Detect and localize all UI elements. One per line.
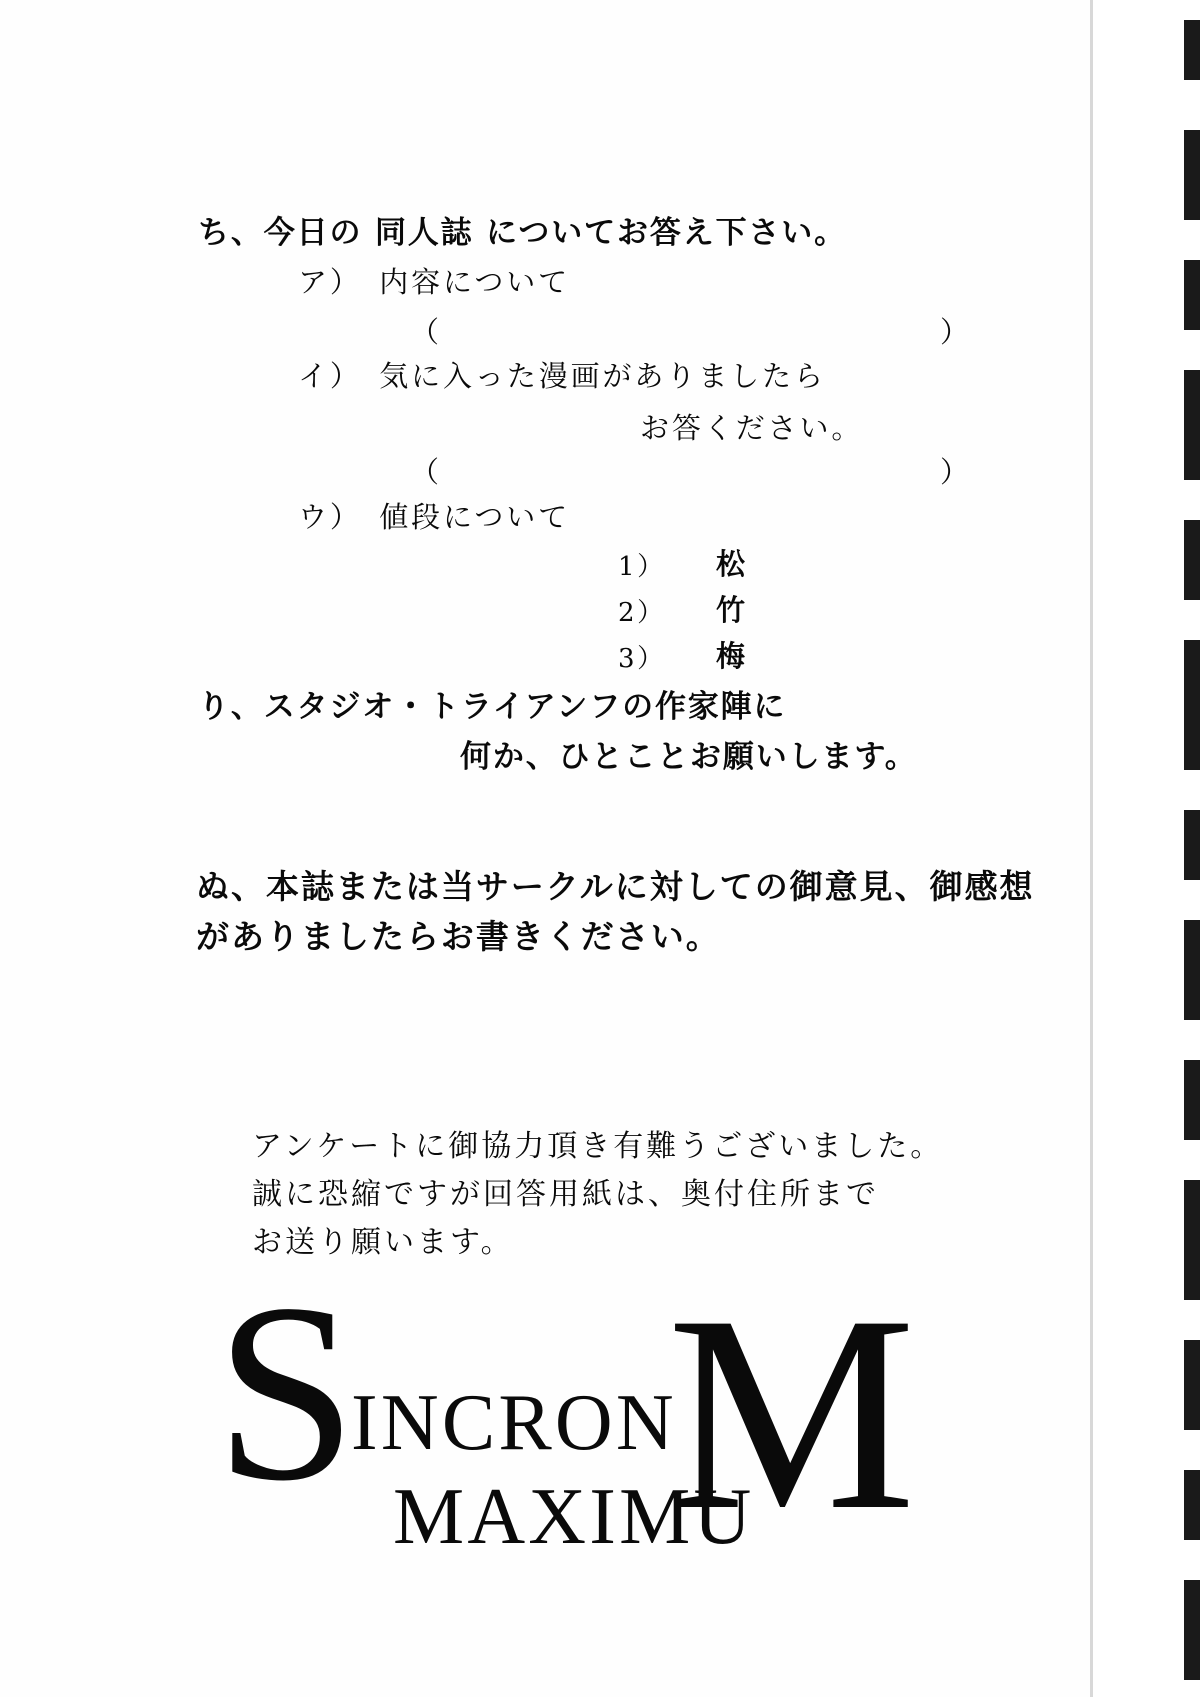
closing-line-2: 誠に恐縮ですが回答用紙は、奥付住所まで — [252, 1177, 879, 1212]
option-u-text: 値段について — [379, 500, 571, 534]
price-choice-3-number[interactable]: 3） — [618, 644, 666, 674]
closing-line-1: アンケートに御協力頂き有難うございました。 — [252, 1129, 944, 1164]
logo-letter-m: M — [667, 1257, 916, 1568]
scan-tick — [1184, 260, 1200, 330]
option-a-spacer — [347, 265, 379, 299]
option-a-label: ア） — [298, 265, 348, 299]
scan-tick — [1184, 810, 1200, 880]
question-chi-option-a — [298, 265, 571, 299]
scan-tick — [1184, 1060, 1200, 1140]
scan-tick — [1184, 1470, 1200, 1540]
scan-tick — [1184, 20, 1200, 80]
question-ri-heading-line2: 何か、ひとことお願いします。 — [460, 739, 918, 775]
option-u-spacer — [347, 500, 379, 534]
scan-tick — [1184, 520, 1200, 600]
price-choice-2-number[interactable]: 2） — [618, 598, 666, 628]
logo-letter-s: S — [215, 1252, 357, 1534]
answer-field-a-open[interactable]: （ — [410, 315, 442, 349]
logo-word-incron: INCRON — [351, 1379, 677, 1467]
option-i-label: イ） — [298, 359, 348, 393]
option-a-text: 内容について — [379, 265, 571, 299]
answer-field-b-open[interactable]: （ — [410, 455, 442, 489]
scan-tick — [1184, 1340, 1200, 1430]
question-ri-heading: り、スタジオ・トライアンフの作家陣に — [198, 689, 787, 725]
sincron-maximum-logo — [215, 1252, 916, 1606]
option-i-spacer — [347, 359, 379, 393]
scan-seam — [1090, 0, 1093, 1697]
scan-edge-artifact — [1090, 0, 1200, 1697]
closing-line-3: お送り願います。 — [252, 1225, 514, 1260]
question-nu-heading: ぬ、本誌または当サークルに対しての御意見、御感想 — [196, 867, 1035, 906]
option-i-text: 気に入った漫画がありましたら — [379, 359, 826, 393]
question-chi-option-u — [298, 500, 571, 534]
question-chi-option-i — [298, 359, 826, 393]
price-choice-1-number[interactable]: 1） — [618, 552, 666, 582]
question-chi-heading: ち、今日の 同人誌 についてお答え下さい。 — [198, 215, 848, 251]
scan-tick — [1184, 640, 1200, 770]
scan-tick — [1184, 920, 1200, 1020]
scan-tick — [1184, 370, 1200, 480]
scan-tick — [1184, 130, 1200, 220]
option-u-label: ウ） — [298, 500, 348, 534]
scan-tick — [1184, 1180, 1200, 1300]
scan-tick — [1184, 1580, 1200, 1680]
answer-field-a-close[interactable]: ） — [940, 315, 972, 349]
price-choice-3-value[interactable]: 梅 — [716, 639, 747, 673]
question-chi-option-i-line2: お答ください。 — [640, 411, 864, 445]
question-nu-heading-line2: がありましたらお書きください。 — [196, 917, 721, 956]
logo-word-maximu: MAXIMU — [393, 1473, 755, 1561]
price-choice-1-value[interactable]: 松 — [716, 547, 747, 581]
answer-field-b-close[interactable]: ） — [940, 455, 972, 489]
price-choice-2-value[interactable]: 竹 — [716, 593, 747, 627]
